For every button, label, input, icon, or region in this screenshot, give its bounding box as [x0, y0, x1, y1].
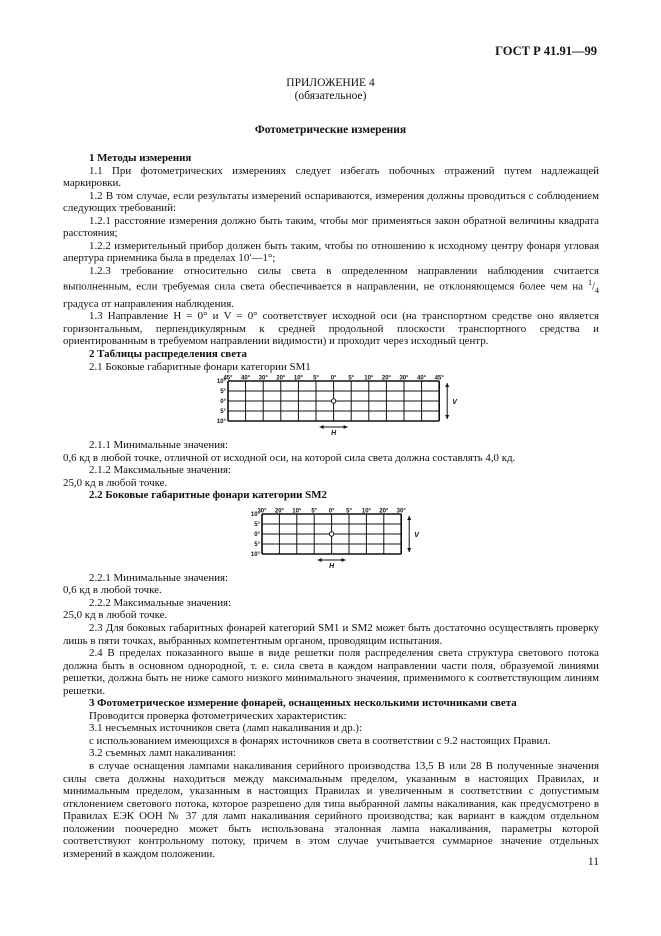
v-axis-label: V: [452, 399, 457, 407]
paragraph-1-2-2: 1.2.2 измерительный прибор должен быть таким, чтобы по отношению к исходному центру фонаря угловая апертура приемника была в пределах 10′—1°;: [63, 239, 599, 265]
h-axis-label: H: [329, 562, 335, 570]
x-tick-label: 20°: [274, 508, 284, 515]
paragraph-2-3: 2.3 Для боковых габаритных фонарей категорий SM1 и SM2 может быть достаточно осуществлять проверку лишь в пяти точках, выбранных компетентным органом, проводящим испытания.: [63, 622, 599, 647]
paragraph-2-4: 2.4 В пределах показанного выше в виде решетки поля распределения света структура светового потока должна быть в основном однородной, т. е. сила света в каждом направлении части поля, образуемой линиями решетки, должна быть не ниже самого низкого минимального значения, применимого к соответствующим линиям решетки.: [63, 647, 599, 697]
x-tick-label: 5°: [348, 375, 355, 382]
x-tick-label: 0°: [328, 508, 335, 515]
y-tick-label: 5°: [220, 409, 226, 416]
paragraph-2-2: 2.2 Боковые габаритные фонари категории SM2: [89, 489, 327, 502]
reference-center-marker: [329, 532, 333, 536]
paragraph-2-2-1: 2.2.1 Минимальные значения:: [89, 571, 229, 584]
y-tick-label: 10°: [216, 419, 226, 426]
paragraph-3-1: 3.1 несъемных источников света (ламп накаливания и др.):: [89, 722, 363, 735]
y-tick-label: 10°: [250, 551, 260, 558]
x-tick-label: 20°: [381, 375, 391, 382]
y-tick-label: 10°: [250, 511, 260, 518]
y-tick-label: 5°: [220, 389, 226, 396]
x-tick-label: 10°: [361, 508, 371, 515]
x-tick-label: 5°: [346, 508, 352, 515]
appendix-label: ПРИЛОЖЕНИЕ 4: [286, 77, 375, 89]
x-tick-label: 0°: [330, 375, 337, 382]
paragraph-2-1-1: 2.1.1 Минимальные значения:: [89, 439, 229, 452]
x-tick-label: 40°: [241, 375, 251, 382]
sm1-grid-figure: [63, 373, 599, 439]
h-axis-label: H: [331, 430, 337, 438]
x-tick-label: 30°: [258, 375, 268, 382]
paragraph-1-1: 1.1 При фотометрических измерениях следует избегать побочных отражений путем надлежащей маркировки.: [63, 164, 599, 190]
section-title: Фотометрические измерения: [254, 124, 407, 136]
page-number: 11: [587, 856, 599, 868]
sm2-light-distribution-grid: [63, 502, 599, 572]
paragraph-2-1-2-value: 25,0 кд в любой точке.: [63, 476, 168, 489]
x-tick-label: 30°: [396, 508, 406, 515]
x-tick-label: 10°: [292, 508, 302, 515]
y-tick-label: 0°: [254, 531, 260, 538]
heading-multi-source: 3 Фотометрическое измерение фонарей, оснащенных несколькими источниками света: [89, 697, 517, 710]
y-tick-label: 10°: [216, 379, 226, 386]
v-axis-label: V: [414, 531, 419, 539]
x-tick-label: 45°: [434, 375, 444, 382]
paragraph-1-3: 1.3 Направление H = 0° и V = 0° соответствует исходной оси (на транспортном средстве оно является горизонтальным, перпендикулярным к средней продольной плоскости транспортного средства и ориентированным в требуемом направлении видимости) и проходит через исходный центр.: [63, 310, 599, 348]
heading-tables: 2 Таблицы распределения света: [89, 348, 247, 360]
standard-number: ГОСТ Р 41.91—99: [495, 44, 597, 58]
x-tick-label: 30°: [399, 375, 409, 382]
paragraph-2-1-2: 2.1.2 Максимальные значения:: [89, 464, 232, 477]
reference-center-marker: [331, 399, 335, 403]
y-tick-label: 5°: [254, 521, 260, 528]
y-tick-label: 0°: [220, 399, 226, 406]
x-tick-label: 40°: [417, 375, 427, 382]
paragraph-1-2-1: 1.2.1 расстояние измерения должно быть таким, чтобы мог применяться закон обратной величины квадрата расстояния;: [63, 214, 599, 240]
paragraph-1-2-3: 1.2.3 требование относительно силы света в определенном направлении наблюдения считается выполненным, если требуемая сила света обеспечивается в направлении, не отклоняющемся более чем на $^1/_4$ градуса от направления наблюдения.: [63, 264, 599, 310]
paragraph-2-2-1-value: 0,6 кд в любой точке.: [63, 584, 162, 597]
x-tick-label: 5°: [313, 375, 319, 382]
x-tick-label: 20°: [276, 375, 286, 382]
x-tick-label: 20°: [379, 508, 389, 515]
document-body: [63, 152, 599, 860]
x-tick-label: 10°: [293, 375, 303, 382]
paragraph-3-2-value: в случае оснащения лампами накаливания серийного производства 13,5 В или 28 В полученные значения силы света должны находиться между максимальным пределом, указанным в настоящих Правилах, и минимальным пределом, указанным в настоящих Правилах и увеличенным в соответствии с допустимым отклонением светового потока, которое разрешено для типа выбранной лампы накаливания, как предусмотрено в Правилах ЕЭК ООН № 37 для ламп накаливания серийного производства; как вариант в каждом отдельном положении поочередно может быть использована эталонная лампа накаливания, параметры которой соответствуют контрольному потоку, причем в этом случае учитывается суммарное значение отдельных измерений в каждом положении.: [63, 760, 599, 860]
appendix-status: (обязательное): [294, 90, 367, 102]
paragraph-1-2: 1.2 В том случае, если результаты измерений оспариваются, измерения должны проводиться с соблюдением следующих требований:: [63, 189, 599, 215]
x-tick-label: 10°: [364, 375, 374, 382]
sm2-grid-figure: [63, 502, 599, 572]
paragraph-2-1-1-value: 0,6 кд в любой точке, отличной от исходной оси, на которой сила света должна составлять 4,0 кд.: [63, 451, 516, 464]
x-tick-label: 30°: [257, 508, 267, 515]
paragraph-2-2-2: 2.2.2 Максимальные значения:: [89, 596, 232, 609]
x-tick-label: 5°: [311, 508, 318, 515]
paragraph-3-intro: Проводится проверка фотометрических характеристик:: [89, 709, 347, 722]
heading-methods: 1 Методы измерения: [89, 152, 192, 164]
paragraph-3-2: 3.2 съемных ламп накаливания:: [89, 747, 237, 760]
x-tick-label: 45°: [223, 375, 233, 382]
paragraph-2-1: 2.1 Боковые габаритные фонари категории SM1: [89, 360, 311, 373]
paragraph-2-2-2-value: 25,0 кд в любой точке.: [63, 609, 168, 622]
sm1-light-distribution-grid: [63, 373, 599, 439]
y-tick-label: 5°: [254, 541, 260, 548]
paragraph-3-1-value: с использованием имеющихся в фонарях источников света в соответствии с 9.2 настоящих Правил.: [89, 734, 551, 747]
